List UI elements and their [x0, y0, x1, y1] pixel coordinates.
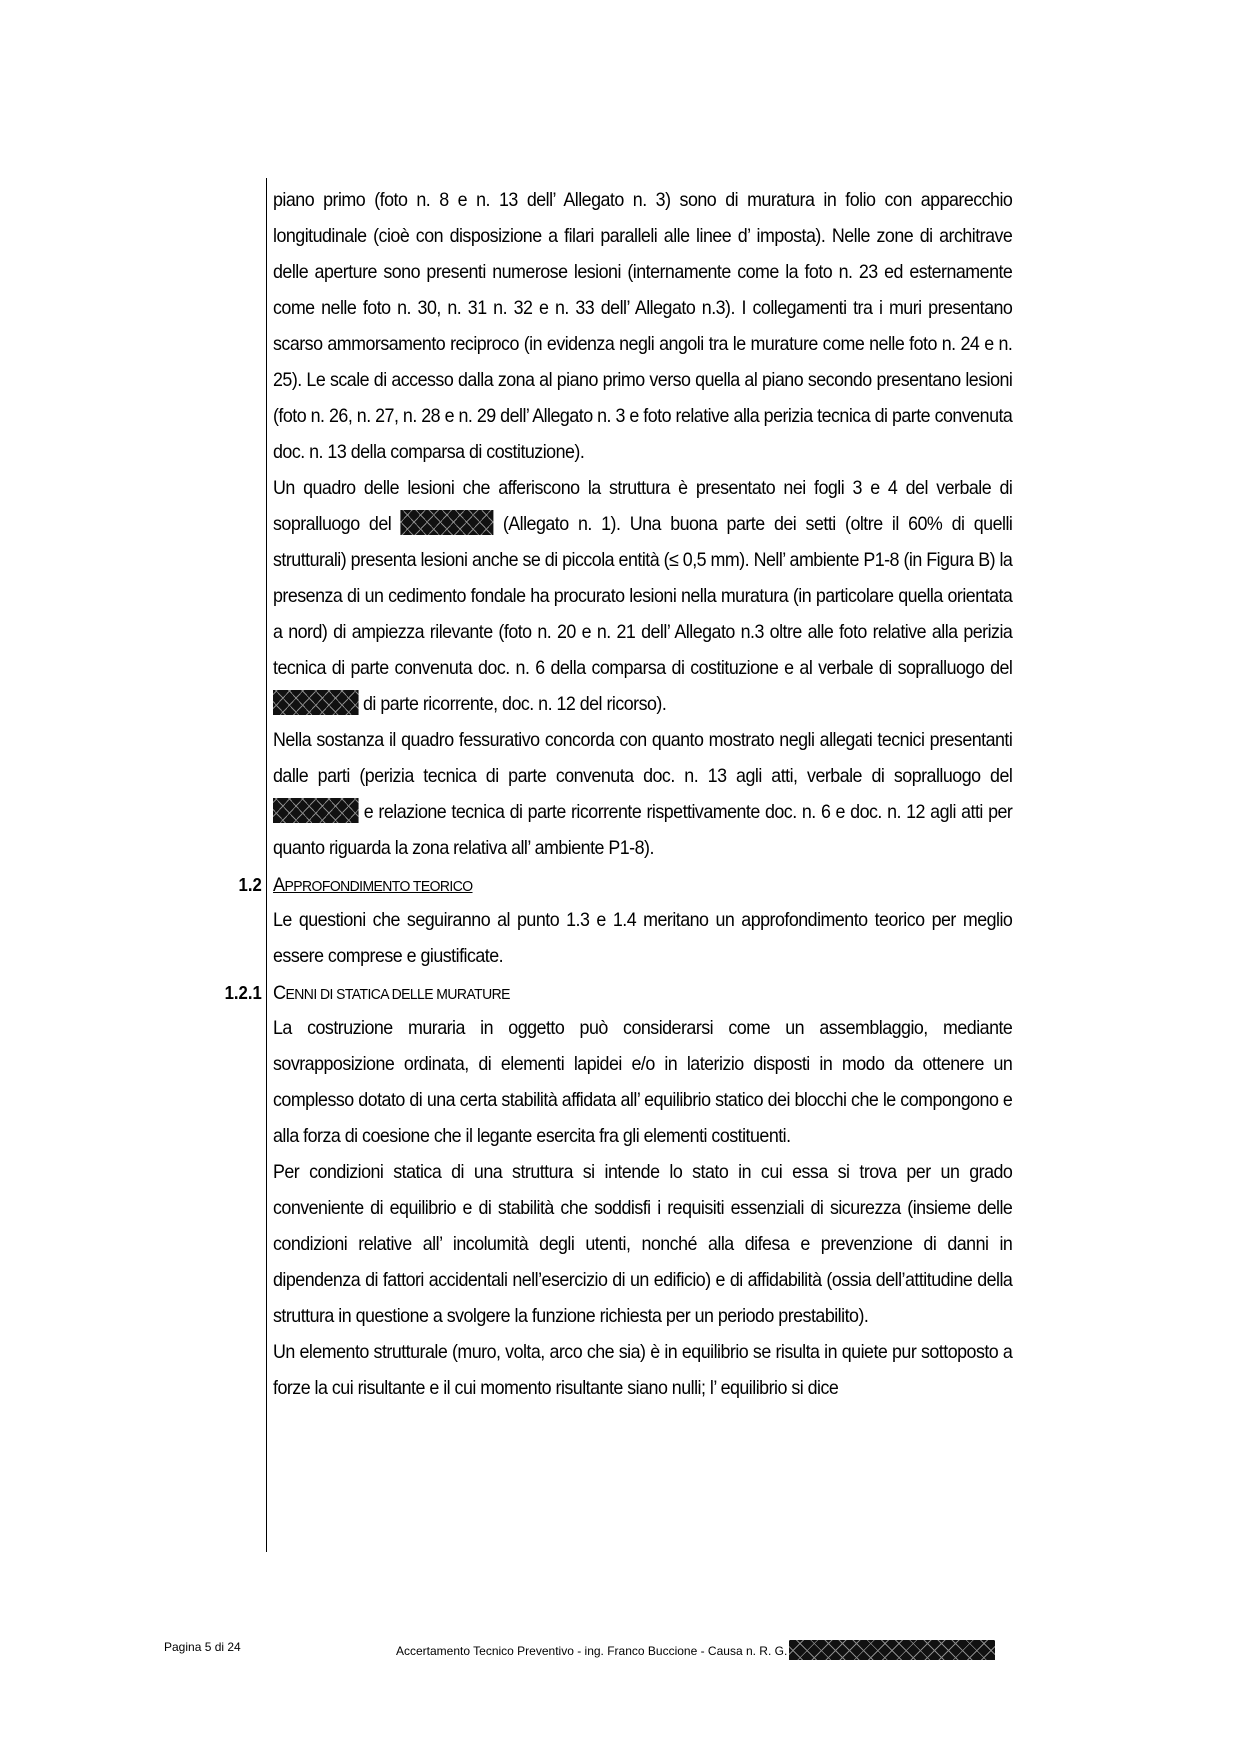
- section-title: [273, 982, 510, 1004]
- section-number: 1.2.1: [224, 983, 262, 1003]
- footer-description: [396, 1640, 995, 1660]
- paragraph: Un elemento strutturale (muro, volta, arco che sia) è in equilibrio se risulta in quiete pur sottoposto a forze la cui risultante e il cui momento risultante siano nulli; l’ equilibrio si dice: [273, 1342, 1013, 1399]
- title-initial: A: [273, 874, 285, 896]
- text-run: Nella sostanza il quadro fessurativo concorda con quanto mostrato negli allegati tecnici presentanti dalle parti (perizia tecnica di parte convenuta doc. n. 13 agli atti, verbale di sopralluogo del: [273, 730, 1013, 787]
- paragraph: [273, 723, 1012, 867]
- paragraph: piano primo (foto n. 8 e n. 13 dell’ Allegato n. 3) sono di muratura in folio con apparecchio longitudinale (cioè con disposizione a filari paralleli alle linee d’ imposta). Nelle zone di architrave delle aperture sono presenti numerose lesioni (internamente come la foto n. 23 ed esternamente come nelle foto n. 30, n. 31 n. 32 e n. 33 dell’ Allegato n.3). I collegamenti tra i muri presentano scarso ammorsamento reciproco (in evidenza negli angoli tra le murature come nelle foto n. 24 e n. 25). Le scale di accesso dalla zona al piano primo verso quella al piano secondo presentano lesioni (foto n. 26, n. 27, n. 28 e n. 29 dell’ Allegato n. 3 e foto relative alla perizia tecnica di parte convenuta doc. n. 13 della comparsa di costituzione).: [273, 190, 1013, 463]
- footer-text: Accertamento Tecnico Preventivo - ing. Franco Buccione - Causa n. R. G.: [396, 1644, 788, 1658]
- title-rest: ENNI DI STATICA DELLE MURATURE: [285, 986, 510, 1003]
- paragraph: Per condizioni statica di una struttura si intende lo stato in cui essa si trova per un grado conveniente di equilibrio e di stabilità che soddisfi i requisiti essenziali di sicurezza (insieme delle condizioni relative all’ incolumità degli utenti, nonché alla difesa e prevenzione di danni in dipendenza di fattori accidentali nell’esercizio di un edificio) e di affidabilità (ossia dell’attitudine della struttura in questione a svolgere la funzione richiesta per un periodo prestabilito).: [273, 1162, 1013, 1327]
- text-run: e relazione tecnica di parte ricorrente rispettivamente doc. n. 6 e doc. n. 12 agli atti per quanto riguarda la zona relativa all’ ambiente P1-8).: [273, 802, 1013, 859]
- section-title: [273, 874, 473, 896]
- text-run: (Allegato n. 1). Una buona parte dei setti (oltre il 60% di quelli strutturali) presenta lesioni anche se di piccola entità (≤ 0,5 mm). Nell’ ambiente P1-8 (in Figura B) la presenza di un cedimento fondale ha procurato lesioni nella muratura (in particolare quella orientata a nord) di ampiezza rilevante (foto n. 20 e n. 21 dell’ Allegato n.3 oltre alle foto relative alla perizia tecnica di parte convenuta doc. n. 6 della comparsa di costituzione e al verbale di sopralluogo del: [273, 514, 1013, 679]
- text-run: Un quadro delle lesioni che afferiscono la struttura è presentato nei fogli 3 e 4 del verbale di sopralluogo del: [273, 478, 1013, 535]
- title-rest: PPROFONDIMENTO TEORICO: [284, 878, 473, 895]
- section-heading-1-2-1: [224, 975, 1012, 1011]
- title-initial: C: [273, 982, 286, 1004]
- text-run: di parte ricorrente, doc. n. 12 del ricorso).: [358, 694, 667, 715]
- section-heading-1-2: [238, 867, 1012, 903]
- redaction-block: [401, 510, 494, 535]
- paragraph: [273, 471, 1012, 723]
- redaction-block: [273, 798, 359, 823]
- margin-rule: [266, 178, 267, 1552]
- page-number: Pagina 5 di 24: [164, 1640, 241, 1654]
- paragraph: Le questioni che seguiranno al punto 1.3 e 1.4 meritano un approfondimento teorico per meglio essere comprese e giustificate.: [273, 910, 1013, 967]
- body-content: [224, 183, 1013, 1407]
- section-number: 1.2: [238, 875, 262, 895]
- redaction-block: [789, 1640, 995, 1660]
- paragraph: La costruzione muraria in oggetto può considerarsi come un assemblaggio, mediante sovrapposizione ordinata, di elementi lapidei e/o in laterizio disposti in modo da ottenere un complesso dotato di una certa stabilità affidata all’ equilibrio statico dei blocchi che le compongono e alla forza di coesione che il legante esercita fra gli elementi costituenti.: [273, 1018, 1013, 1147]
- redaction-block: [273, 690, 359, 715]
